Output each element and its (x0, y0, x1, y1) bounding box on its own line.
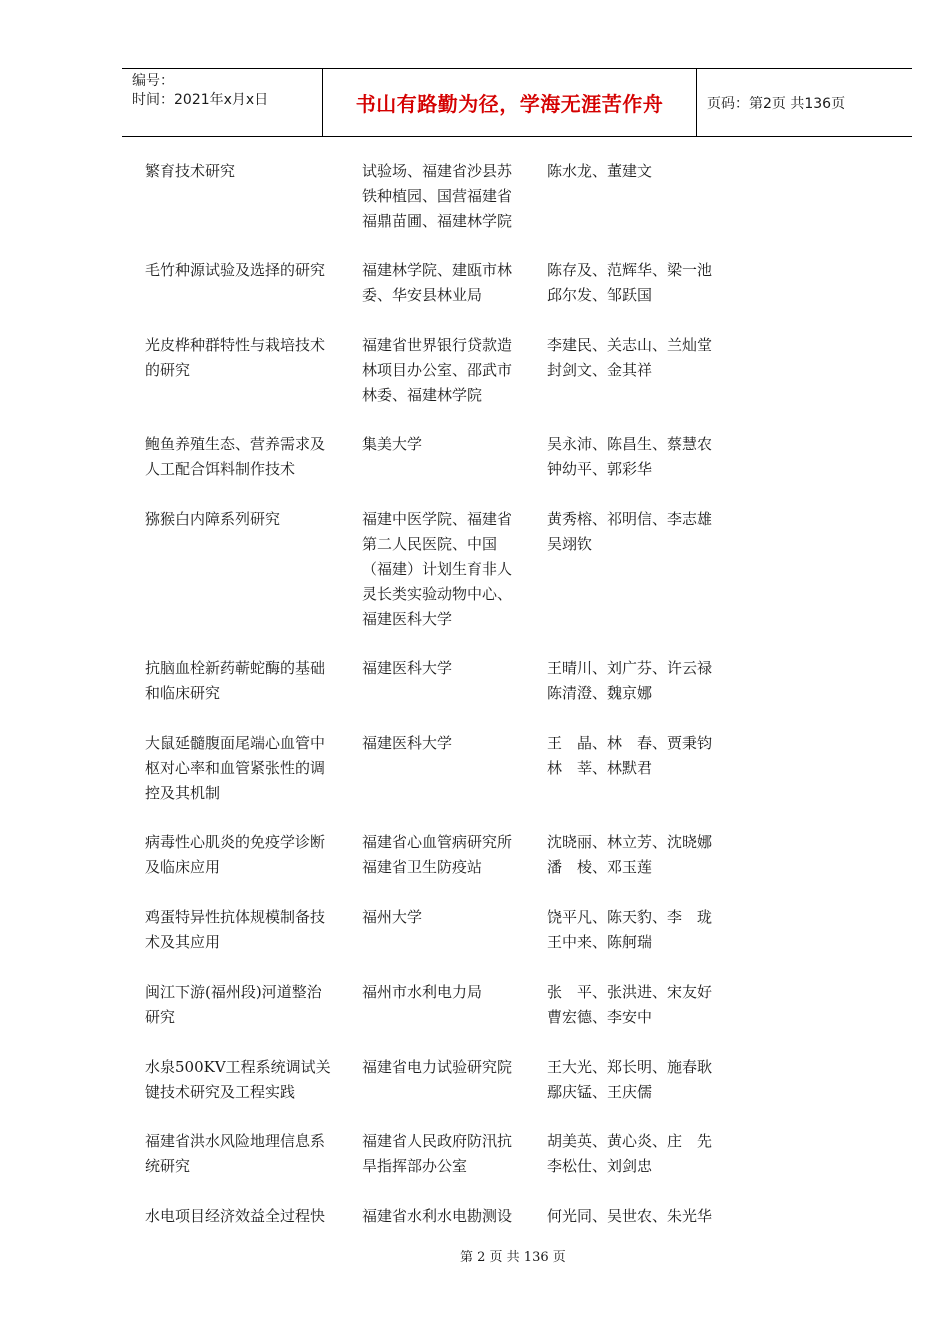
contributors (547, 507, 737, 557)
organization-line: 林委、福建林学院 (362, 386, 483, 404)
contributors-line: 陈水龙、董建文 (547, 162, 653, 180)
organization (362, 731, 534, 756)
contributors (547, 432, 737, 482)
project-title-line: 光皮桦种群特性与栽培技术 (145, 336, 326, 354)
organization-line: 灵长类实验动物中心、 (362, 585, 513, 603)
project-title (145, 507, 350, 532)
project-title-line: 鲍鱼养殖生态、营养需求及 (145, 435, 326, 453)
contributors-line: 陈存及、范辉华、梁一池 (547, 261, 713, 279)
contributors-line: 王 晶、林 春、贾秉钧 (547, 734, 713, 752)
project-title-line: 人工配合饵料制作技术 (145, 460, 296, 478)
contributors-line: 王晴川、刘广芬、许云禄 (547, 659, 713, 677)
organization (362, 258, 534, 308)
contributors-line: 黄秀榕、祁明信、李志雄 (547, 510, 713, 528)
project-title-line: 枢对心率和血管紧张性的调 (145, 759, 326, 777)
contributors-line: 李松仕、刘剑忠 (547, 1157, 653, 1175)
organization-line: 福建省人民政府防汛抗 (362, 1132, 513, 1150)
organization (362, 432, 534, 457)
project-title (145, 905, 350, 955)
organization-line: 福建省水利水电勘测设 (362, 1207, 513, 1225)
organization-line: 旱指挥部办公室 (362, 1157, 468, 1175)
organization-line: 福建医科大学 (362, 734, 453, 752)
organization (362, 159, 534, 234)
project-title-line: 水电项目经济效益全过程快 (145, 1207, 326, 1225)
organization-line: 集美大学 (362, 435, 423, 453)
contributors-line: 吴永沛、陈昌生、蔡慧农 (547, 435, 713, 453)
contributors (547, 258, 737, 308)
organization-line: 福建医科大学 (362, 659, 453, 677)
contributors-line: 吴翊钦 (547, 535, 593, 553)
organization-line: 福鼎苗圃、福建林学院 (362, 212, 513, 230)
header-motto: 书山有路勤为径，学海无涯苦作舟 (323, 69, 697, 136)
project-title-line: 的研究 (145, 361, 191, 379)
project-title (145, 159, 350, 184)
project-title (145, 731, 350, 806)
header-meta (122, 69, 323, 136)
organization-line: 第二人民医院、中国 (362, 535, 498, 553)
contributors (547, 830, 737, 880)
contributors (547, 1129, 737, 1179)
contributors-line: 李建民、关志山、兰灿堂 (547, 336, 713, 354)
organization (362, 980, 534, 1005)
organization (362, 507, 534, 632)
project-title (145, 830, 350, 880)
page-header (122, 68, 912, 137)
contributors-line: 陈清澄、魏京娜 (547, 684, 653, 702)
contributors (547, 1204, 737, 1229)
contributors-line: 沈晓丽、林立芳、沈晓娜 (547, 833, 713, 851)
project-title-line: 闽江下游(福州段)河道整治 (145, 983, 322, 1001)
organization (362, 333, 534, 408)
project-title-line: 繁育技术研究 (145, 162, 236, 180)
contributors-line: 饶平凡、陈天豹、李 珑 (547, 908, 713, 926)
project-title-line: 大鼠延髓腹面尾端心血管中 (145, 734, 326, 752)
organization (362, 905, 534, 930)
contributors-line: 林 莘、林默君 (547, 759, 653, 777)
contributors (547, 1055, 737, 1105)
organization (362, 830, 534, 880)
page-footer: 第 2 页 共 136 页 (460, 1250, 566, 1265)
organization (362, 1204, 534, 1229)
contributors (547, 656, 737, 706)
contributors-line: 封剑文、金其祥 (547, 361, 653, 379)
contributors (547, 905, 737, 955)
contributors-line: 鄢庆锰、王庆儒 (547, 1083, 653, 1101)
organization-line: 福建林学院、建瓯市林 (362, 261, 513, 279)
project-title-line: 控及其机制 (145, 784, 221, 802)
project-title-line: 福建省洪水风险地理信息系 (145, 1132, 326, 1150)
project-title-line: 抗脑血栓新药蕲蛇酶的基础 (145, 659, 326, 677)
organization-line: 福建省电力试验研究院 (362, 1058, 513, 1076)
contributors-line: 王大光、郑长明、施春耿 (547, 1058, 713, 1076)
contributors-line: 何光同、吴世农、朱光华 (547, 1207, 713, 1225)
contributors-line: 王中来、陈舸瑞 (547, 933, 653, 951)
project-title (145, 980, 350, 1030)
organization-line: 福建医科大学 (362, 610, 453, 628)
organization (362, 1055, 534, 1080)
organization-line: 福建省心血管病研究所 (362, 833, 513, 851)
header-page-number: 页码：第2页 共136页 (707, 95, 846, 112)
document-time: 时间：2021年x月x日 (132, 92, 269, 108)
project-title-line: 和临床研究 (145, 684, 221, 702)
organization-line: 福州市水利电力局 (362, 983, 483, 1001)
organization-line: 福建省世界银行贷款造 (362, 336, 513, 354)
contributors-line: 张 平、张洪进、宋友好 (547, 983, 713, 1001)
project-title (145, 1129, 350, 1179)
contributors-line: 潘 棱、邓玉莲 (547, 858, 653, 876)
organization-line: 福州大学 (362, 908, 423, 926)
organization (362, 1129, 534, 1179)
organization (362, 656, 534, 681)
contributors-line: 胡美英、黄心炎、庄 先 (547, 1132, 713, 1150)
project-title-line: 及临床应用 (145, 858, 221, 876)
contributors-line: 钟幼平、郭彩华 (547, 460, 653, 478)
project-title (145, 258, 350, 283)
project-title-line: 键技术研究及工程实践 (145, 1083, 296, 1101)
contributors (547, 159, 737, 184)
contributors (547, 980, 737, 1030)
organization-line: 试验场、福建省沙县苏 (362, 162, 513, 180)
organization-line: （福建）计划生育非人 (362, 560, 513, 578)
organization-line: 铁种植园、国营福建省 (362, 187, 513, 205)
contributors-line: 曹宏德、李安中 (547, 1008, 653, 1026)
project-title (145, 656, 350, 706)
organization-line: 福建中医学院、福建省 (362, 510, 513, 528)
project-title-line: 鸡蛋特异性抗体规模制备技 (145, 908, 326, 926)
project-title (145, 1055, 350, 1105)
project-title (145, 1204, 350, 1229)
contributors (547, 731, 737, 781)
contributors-line: 邱尔发、邹跃国 (547, 286, 653, 304)
project-title-line: 术及其应用 (145, 933, 221, 951)
contributors (547, 333, 737, 383)
project-title-line: 猕猴白内障系列研究 (145, 510, 281, 528)
project-title (145, 333, 350, 383)
project-title-line: 统研究 (145, 1157, 191, 1175)
project-title-line: 水泉500KV工程系统调试关 (145, 1058, 331, 1076)
organization-line: 林项目办公室、邵武市 (362, 361, 513, 379)
project-title-line: 病毒性心肌炎的免疫学诊断 (145, 833, 326, 851)
organization-line: 委、华安县林业局 (362, 286, 483, 304)
organization-line: 福建省卫生防疫站 (362, 858, 483, 876)
project-title-line: 研究 (145, 1008, 176, 1026)
document-id-label: 编号： (132, 73, 174, 89)
project-title-line: 毛竹种源试验及选择的研究 (145, 261, 326, 279)
project-title (145, 432, 350, 482)
